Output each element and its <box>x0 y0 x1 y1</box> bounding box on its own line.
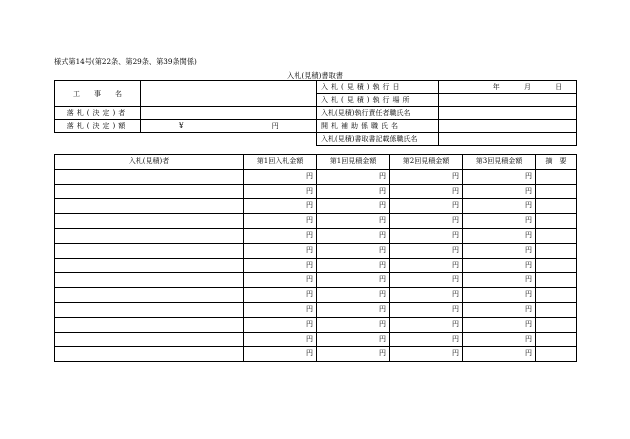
remarks-cell[interactable] <box>536 317 577 332</box>
round2-estimate-cell[interactable] <box>390 184 463 199</box>
round1-estimate-cell[interactable] <box>317 273 390 288</box>
round3-estimate-cell[interactable] <box>463 184 536 199</box>
yen-unit: 円 <box>452 260 459 269</box>
remarks-cell[interactable] <box>536 228 577 243</box>
yen-unit: 円 <box>379 171 386 180</box>
winner-label: 落札(決定)者 <box>55 107 141 120</box>
execution-date-field[interactable] <box>439 81 577 94</box>
yen-unit: 円 <box>525 186 532 195</box>
remarks-cell[interactable] <box>536 169 577 184</box>
yen-unit: 円 <box>306 201 313 210</box>
remarks-header: 摘 要 <box>536 155 577 170</box>
bidder-cell[interactable] <box>55 288 244 303</box>
round1-estimate-cell[interactable] <box>317 258 390 273</box>
project-label: 工 事 名 <box>55 81 141 107</box>
yen-unit: 円 <box>306 245 313 254</box>
yen-unit: 円 <box>525 349 532 358</box>
bidder-cell[interactable] <box>55 184 244 199</box>
round1-estimate-cell[interactable] <box>317 332 390 347</box>
bidder-cell[interactable] <box>55 273 244 288</box>
round2-estimate-cell[interactable] <box>390 228 463 243</box>
yen-unit: 円 <box>525 201 532 210</box>
date-month-label: 月 <box>524 83 531 91</box>
round2-estimate-cell[interactable] <box>390 214 463 229</box>
yen-unit: 円 <box>379 216 386 225</box>
round1-estimate-cell[interactable] <box>317 243 390 258</box>
yen-unit: 円 <box>452 201 459 210</box>
yen-unit: 円 <box>525 260 532 269</box>
round3-estimate-header: 第3回見積金額 <box>463 155 536 170</box>
bidder-cell[interactable] <box>55 332 244 347</box>
remarks-cell[interactable] <box>536 214 577 229</box>
round3-estimate-cell[interactable] <box>463 214 536 229</box>
yen-unit: 円 <box>379 245 386 254</box>
yen-unit: 円 <box>306 275 313 284</box>
yen-unit: 円 <box>379 186 386 195</box>
round2-estimate-cell[interactable] <box>390 169 463 184</box>
table-row <box>55 199 577 214</box>
round2-estimate-cell[interactable] <box>390 288 463 303</box>
recorder-label: 入札(見積)書取書記載係職氏名 <box>317 133 439 146</box>
remarks-cell[interactable] <box>536 273 577 288</box>
round1-bid-cell[interactable] <box>244 243 317 258</box>
yen-unit: 円 <box>306 186 313 195</box>
bidder-cell[interactable] <box>55 243 244 258</box>
round1-estimate-cell[interactable] <box>317 169 390 184</box>
yen-unit: 円 <box>379 275 386 284</box>
round3-estimate-cell[interactable] <box>463 302 536 317</box>
round1-bid-cell[interactable] <box>244 288 317 303</box>
yen-unit: 円 <box>525 245 532 254</box>
round1-bid-cell[interactable] <box>244 199 317 214</box>
remarks-cell[interactable] <box>536 199 577 214</box>
yen-unit: 円 <box>379 349 386 358</box>
yen-unit: 円 <box>452 216 459 225</box>
responsible-field[interactable] <box>439 107 577 120</box>
yen-unit: 円 <box>306 334 313 343</box>
execution-place-field[interactable] <box>439 94 577 107</box>
table-row <box>55 228 577 243</box>
yen-unit: 円 <box>525 319 532 328</box>
yen-unit: 円 <box>452 186 459 195</box>
round1-estimate-cell[interactable] <box>317 228 390 243</box>
date-day-label: 日 <box>555 83 563 91</box>
round1-estimate-cell[interactable] <box>317 347 390 362</box>
round1-bid-cell[interactable] <box>244 258 317 273</box>
yen-unit: 円 <box>379 260 386 269</box>
header-table <box>54 80 577 146</box>
round3-estimate-cell[interactable] <box>463 273 536 288</box>
round2-estimate-cell[interactable] <box>390 199 463 214</box>
yen-unit: 円 <box>452 304 459 313</box>
round3-estimate-cell[interactable] <box>463 288 536 303</box>
table-row <box>55 332 577 347</box>
yen-unit: 円 <box>379 334 386 343</box>
yen-unit: 円 <box>379 319 386 328</box>
yen-unit: 円 <box>306 290 313 299</box>
yen-unit: 円 <box>379 201 386 210</box>
recorder-field[interactable] <box>439 133 577 146</box>
remarks-cell[interactable] <box>536 347 577 362</box>
round2-estimate-cell[interactable] <box>390 347 463 362</box>
bidder-cell[interactable] <box>55 169 244 184</box>
round2-estimate-cell[interactable] <box>390 332 463 347</box>
bidder-header: 入札(見積)者 <box>55 155 244 170</box>
yen-unit: 円 <box>452 290 459 299</box>
yen-unit: 円 <box>306 349 313 358</box>
round1-bid-cell[interactable] <box>244 273 317 288</box>
execution-place-label: 入札(見積)執行場所 <box>317 94 439 107</box>
round2-estimate-cell[interactable] <box>390 243 463 258</box>
bidder-cell[interactable] <box>55 258 244 273</box>
yen-unit: 円 <box>525 275 532 284</box>
round1-estimate-cell[interactable] <box>317 214 390 229</box>
round1-bid-cell[interactable] <box>244 347 317 362</box>
bidder-cell[interactable] <box>55 317 244 332</box>
remarks-cell[interactable] <box>536 258 577 273</box>
execution-date-label: 入札(見積)執行日 <box>317 81 439 94</box>
round1-estimate-cell[interactable] <box>317 184 390 199</box>
yen-unit: 円 <box>452 349 459 358</box>
remarks-cell[interactable] <box>536 332 577 347</box>
round3-estimate-cell[interactable] <box>463 347 536 362</box>
table-row <box>55 214 577 229</box>
bidder-cell[interactable] <box>55 228 244 243</box>
round1-bid-header: 第1回入札金額 <box>244 155 317 170</box>
round1-bid-cell[interactable] <box>244 169 317 184</box>
yen-unit: 円 <box>452 171 459 180</box>
table-row <box>55 258 577 273</box>
assistant-label: 開札補助係職氏名 <box>317 120 439 133</box>
round3-estimate-cell[interactable] <box>463 332 536 347</box>
bidder-cell[interactable] <box>55 302 244 317</box>
round1-estimate-cell[interactable] <box>317 302 390 317</box>
table-row <box>55 302 577 317</box>
round1-estimate-cell[interactable] <box>317 288 390 303</box>
round3-estimate-cell[interactable] <box>463 258 536 273</box>
remarks-cell[interactable] <box>536 302 577 317</box>
yen-symbol: ¥ <box>179 122 184 130</box>
round2-estimate-cell[interactable] <box>390 317 463 332</box>
yen-unit: 円 <box>306 171 313 180</box>
bidder-cell[interactable] <box>55 214 244 229</box>
round3-estimate-cell[interactable] <box>463 317 536 332</box>
form-title: 入札(見積)書取書 <box>287 71 343 80</box>
bidder-cell[interactable] <box>55 199 244 214</box>
table-row <box>55 317 577 332</box>
bid-table <box>54 154 577 362</box>
yen-unit: 円 <box>525 304 532 313</box>
yen-unit: 円 <box>452 245 459 254</box>
yen-unit: 円 <box>379 290 386 299</box>
table-row <box>55 184 577 199</box>
yen-unit: 円 <box>525 171 532 180</box>
yen-unit: 円 <box>525 290 532 299</box>
remarks-cell[interactable] <box>536 184 577 199</box>
round3-estimate-cell[interactable] <box>463 243 536 258</box>
date-year-label: 年 <box>492 83 500 91</box>
round3-estimate-cell[interactable] <box>463 228 536 243</box>
yen-unit: 円 <box>306 260 313 269</box>
round1-bid-cell[interactable] <box>244 184 317 199</box>
bid-header-row <box>55 155 577 170</box>
table-row <box>55 243 577 258</box>
amount-field[interactable] <box>141 120 317 133</box>
round1-bid-cell[interactable] <box>244 302 317 317</box>
yen-unit: 円 <box>379 304 386 313</box>
remarks-cell[interactable] <box>536 288 577 303</box>
round1-bid-cell[interactable] <box>244 214 317 229</box>
responsible-label: 入札(見積)執行責任者職氏名 <box>317 107 439 120</box>
yen-unit: 円 <box>452 319 459 328</box>
table-row <box>55 347 577 362</box>
round1-estimate-cell[interactable] <box>317 317 390 332</box>
round2-estimate-cell[interactable] <box>390 273 463 288</box>
yen-unit: 円 <box>525 334 532 343</box>
yen-unit: 円 <box>525 230 532 239</box>
yen-unit: 円 <box>452 275 459 284</box>
yen-unit: 円 <box>452 334 459 343</box>
form-number: 様式第14号(第22条、第29条、第39条関係) <box>54 57 197 66</box>
round3-estimate-cell[interactable] <box>463 199 536 214</box>
round2-estimate-cell[interactable] <box>390 302 463 317</box>
project-name-field[interactable] <box>141 81 317 107</box>
round1-estimate-header: 第1回見積金額 <box>317 155 390 170</box>
yen-unit: 円 <box>306 216 313 225</box>
round1-bid-cell[interactable] <box>244 228 317 243</box>
round1-bid-cell[interactable] <box>244 332 317 347</box>
round1-estimate-cell[interactable] <box>317 199 390 214</box>
yen-unit: 円 <box>306 230 313 239</box>
yen-unit: 円 <box>306 304 313 313</box>
table-row <box>55 273 577 288</box>
remarks-cell[interactable] <box>536 243 577 258</box>
round3-estimate-cell[interactable] <box>463 169 536 184</box>
table-row <box>55 169 577 184</box>
round2-estimate-cell[interactable] <box>390 258 463 273</box>
yen-unit: 円 <box>379 230 386 239</box>
winner-field[interactable] <box>141 107 317 120</box>
yen-unit: 円 <box>525 216 532 225</box>
bidder-cell[interactable] <box>55 347 244 362</box>
amount-unit: 円 <box>271 122 279 130</box>
yen-unit: 円 <box>306 319 313 328</box>
assistant-field[interactable] <box>439 120 577 133</box>
round1-bid-cell[interactable] <box>244 317 317 332</box>
yen-unit: 円 <box>452 230 459 239</box>
round2-estimate-header: 第2回見積金額 <box>390 155 463 170</box>
table-row <box>55 288 577 303</box>
amount-label: 落札(決定)額 <box>55 120 141 133</box>
